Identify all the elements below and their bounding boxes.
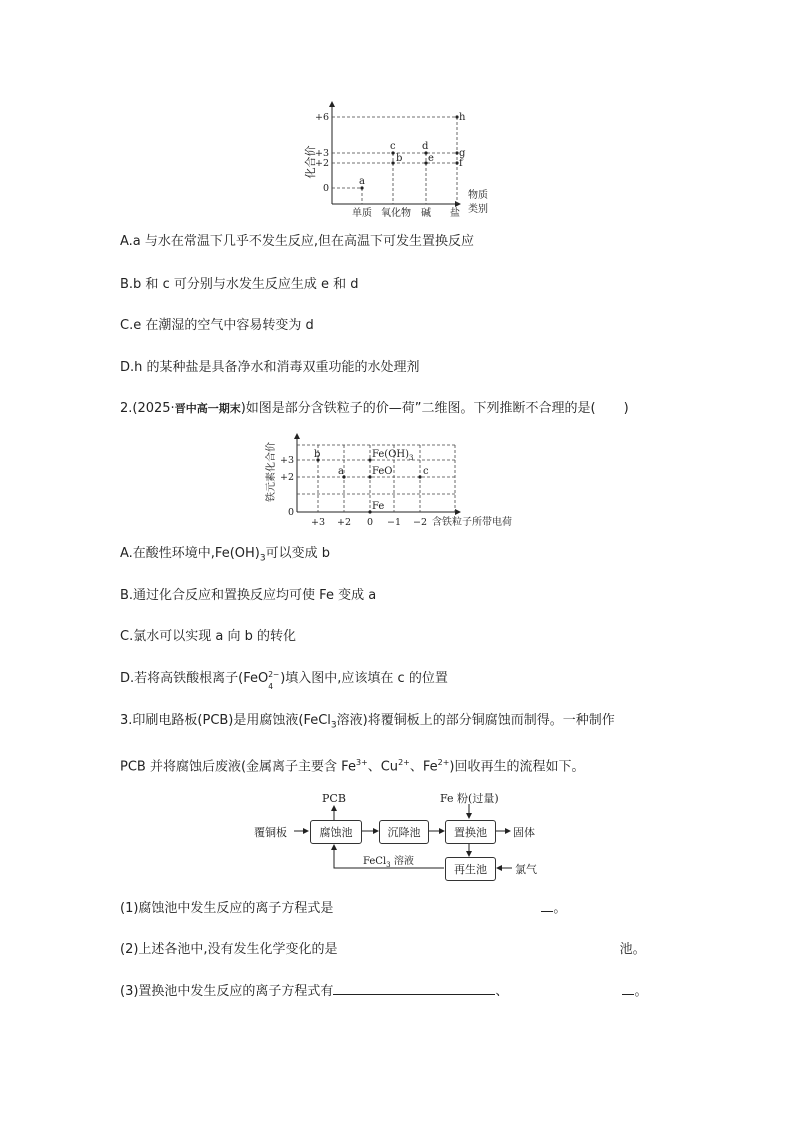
flow-solid-label: 固体: [513, 826, 535, 839]
point-c: [418, 475, 421, 478]
answer-blank[interactable]: [541, 911, 553, 912]
flow-pcb-label: PCB: [322, 792, 346, 805]
point-label-b: b: [314, 449, 321, 460]
point-label-f: f: [459, 158, 463, 169]
y-tick: +2: [279, 472, 294, 483]
x-category: 氧化物: [381, 208, 411, 219]
species-fe: Fe: [372, 501, 385, 512]
flow-box-replacement: 置换池: [445, 820, 496, 844]
x-tick: 0: [366, 517, 374, 528]
species-feoh3: $Fe(OH)_3$: [372, 449, 414, 462]
x-axis-label: 含铁粒子所带电荷: [432, 517, 512, 528]
answer-blank[interactable]: [622, 994, 634, 995]
option-a: A.a 与水在常温下几乎不发生反应,但在高温下可发生置换反应: [120, 234, 475, 249]
y-tick: +2: [314, 158, 329, 169]
option-b: B.通过化合反应和置换反应均可使 Fe 变成 a: [120, 588, 377, 603]
flow-input-label: 覆铜板: [254, 826, 287, 839]
x-axis-label: 类别: [468, 204, 488, 215]
option-c: C.e 在潮湿的空气中容易转变为 d: [120, 318, 314, 333]
point-label-a: a: [359, 176, 365, 187]
y-axis-label: 铁元素化合价: [266, 442, 277, 502]
flow-box-settling: 沉降池: [379, 820, 429, 844]
x-tick: +2: [336, 517, 352, 528]
y-tick: +6: [314, 112, 329, 123]
x-category: 碱: [421, 208, 431, 219]
x-tick: −1: [386, 517, 402, 528]
point-label-e: e: [428, 153, 434, 164]
subquestion-1: (1)腐蚀池中发生反应的离子方程式是 。: [120, 901, 567, 916]
point-label-g: g: [459, 148, 466, 159]
question-source: 晋中高一期末: [174, 402, 241, 415]
point-label-h: h: [459, 112, 466, 123]
subquestion-3: (3)置换池中发生反应的离子方程式有 、 。: [120, 984, 648, 999]
point-label-b: b: [396, 153, 403, 164]
point-b: [391, 161, 394, 164]
question-number: 2.(2025·: [120, 401, 175, 416]
point-label-c: c: [390, 141, 396, 152]
y-tick: +3: [279, 455, 294, 466]
x-category: 单质: [352, 208, 372, 219]
x-tick: +3: [310, 517, 326, 528]
point-label-c: c: [423, 466, 429, 477]
question-3-line2: PCB 并将腐蚀后废液(金属离子主要含 $Fe^{3+}$、$Cu^{2+}$、$Fe^{2+}$)回收再生的流程如下。: [120, 758, 585, 775]
answer-blank[interactable]: [333, 994, 495, 995]
flow-chlorine-label: 氯气: [515, 863, 537, 876]
species-feo: FeO: [372, 466, 393, 477]
question-2-stem: [120, 400, 629, 418]
option-b: B.b 和 c 可分别与水发生反应生成 e 和 d: [120, 277, 359, 292]
option-c: C.氯水可以实现 a 向 b 的转化: [120, 629, 296, 644]
y-axis-label: 化合价: [304, 145, 317, 179]
y-tick: 0: [322, 183, 329, 194]
y-tick: 0: [287, 507, 294, 518]
y-tick: +3: [314, 148, 329, 159]
option-d: D.h 的某种盐是具备净水和消毒双重功能的水处理剂: [120, 360, 420, 375]
flow-box-regeneration: 再生池: [445, 857, 496, 881]
x-axis-label: 物质: [468, 190, 488, 201]
option-a: A.在酸性环境中$,Fe(OH)_3$可以变成 b: [120, 546, 330, 564]
answer-paren: ): [623, 401, 629, 416]
flow-recycle-label: FeCl$_3$ 溶液: [363, 856, 414, 869]
x-category: 盐: [450, 208, 460, 219]
point-label-d: d: [422, 141, 429, 152]
question-text: )如图是部分含铁粒子的价—荷”二维图。下列推断不合理的是(: [240, 401, 596, 416]
valence-charge-chart: [260, 432, 540, 532]
option-d: D.若将高铁酸根离子(FeO 2− 4 )填入图中,应该填在 c 的位置: [120, 670, 448, 691]
question-3-line1: 3.印刷电路板(PCB)是用腐蚀液(FeCl$_3$溶液)将覆铜板上的部分铜腐蚀而制得。一种制作: [120, 713, 615, 731]
point-label-a: a: [338, 466, 344, 477]
subquestion-2: (2)上述各池中,没有发生化学变化的是 池。: [120, 942, 646, 957]
flow-fe-powder-label: Fe 粉(过量): [440, 792, 499, 805]
valence-category-chart: [300, 100, 500, 220]
process-flow-diagram: [250, 790, 550, 880]
flow-box-corrosion: 腐蚀池: [310, 820, 362, 844]
x-tick: −2: [412, 517, 428, 528]
